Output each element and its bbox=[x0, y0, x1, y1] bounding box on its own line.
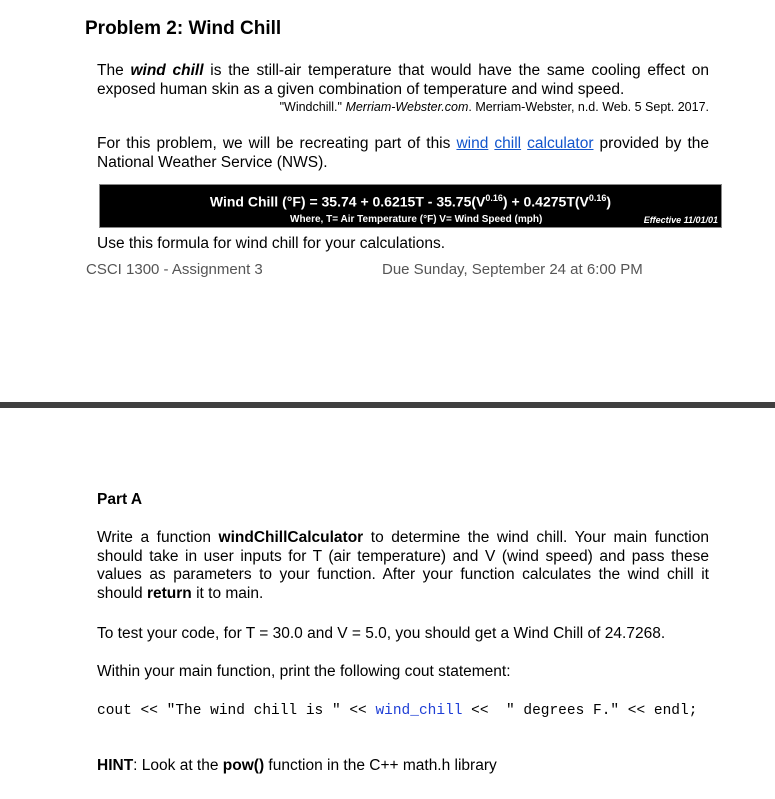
cout-code: cout << "The wind chill is " << wind_chill << " degrees F." << endl; bbox=[97, 703, 698, 719]
wind-chill-variable: wind_chill bbox=[375, 703, 463, 719]
part-a-heading: Part A bbox=[97, 491, 143, 508]
due-date: Due Sunday, September 24 at 6:00 PM bbox=[382, 261, 643, 278]
cout-instruction: Within your main function, print the following cout statement: bbox=[97, 663, 511, 680]
hint: HINT: Look at the pow() function in the C++ math.h library bbox=[97, 757, 497, 774]
course-label: CSCI 1300 - Assignment 3 bbox=[86, 261, 263, 278]
formula-variables: Where, T= Air Temperature (°F) V= Wind Speed (mph) bbox=[290, 214, 543, 225]
use-formula-note: Use this formula for wind chill for your calculations. bbox=[97, 235, 446, 252]
page-divider bbox=[0, 402, 775, 408]
part-a-instructions: Write a function windChillCalculator to determine the wind chill. Your main function should take in user inputs for T (air temperature) and V (wind speed) and pass these values as parameters to your function. After your function calculates the wind chill it should return it to main. bbox=[97, 529, 709, 602]
recreate-paragraph: For this problem, we will be recreating part of this wind chill calculator provided by the National Weather Service (NWS). bbox=[97, 135, 710, 171]
problem-title: Problem 2: Wind Chill bbox=[85, 18, 282, 39]
test-case: To test your code, for T = 30.0 and V = 5.0, you should get a Wind Chill of 24.7268. bbox=[97, 625, 666, 642]
effective-date: Effective 11/01/01 bbox=[643, 215, 718, 225]
citation: "Windchill." Merriam-Webster.com. Merriam-Webster, n.d. Web. 5 Sept. 2017. bbox=[279, 100, 709, 114]
wind-link[interactable]: wind bbox=[456, 135, 489, 152]
formula-banner bbox=[99, 184, 722, 228]
chill-link[interactable]: chill bbox=[494, 135, 522, 152]
wind-chill-term: wind chill bbox=[130, 62, 204, 79]
function-name: windChillCalculator bbox=[218, 529, 364, 546]
wind-chill-definition: The wind chill is the still-air temperature that would have the same cooling effect on exposed human skin as a given combination of temperature and wind speed. bbox=[97, 62, 709, 98]
calculator-link[interactable]: calculator bbox=[527, 135, 594, 152]
wind-chill-formula: Wind Chill $(^\circ F) = 35.74 + 0.6215T - 35.75(V^{0.16}) + 0.4275T(V^{0.16})$ bbox=[209, 193, 612, 210]
